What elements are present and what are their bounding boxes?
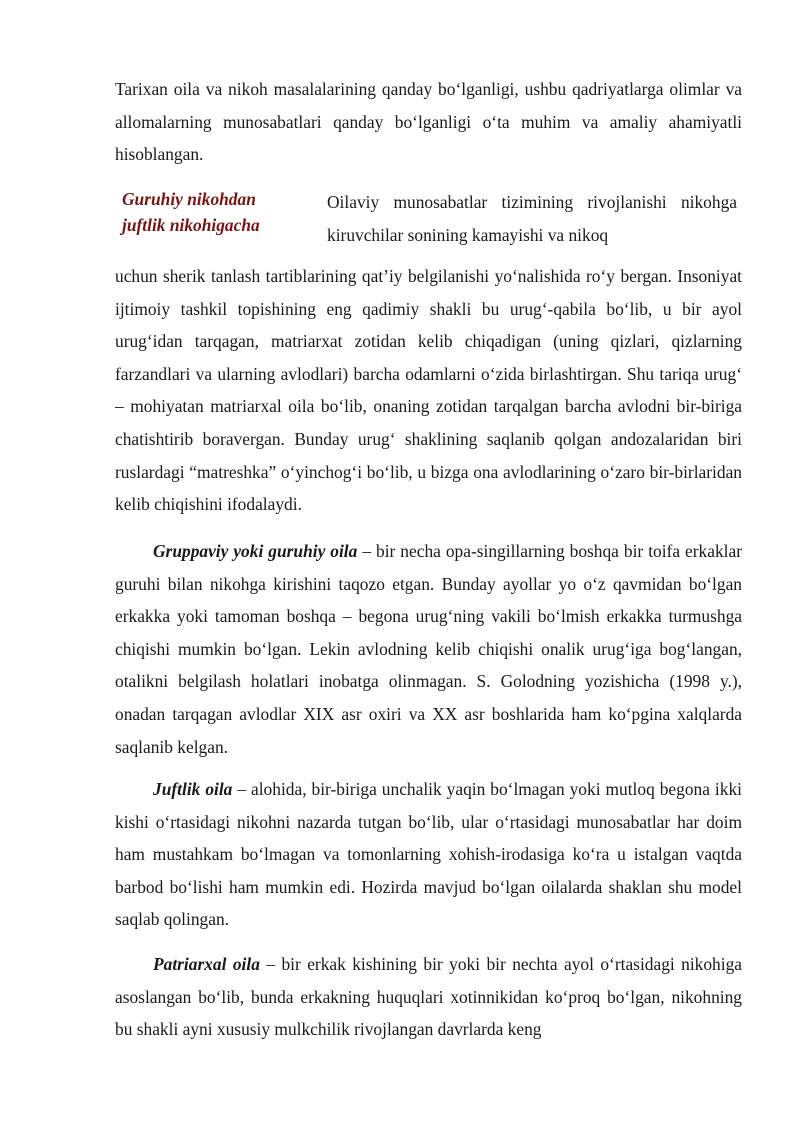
term-group-family: Gruppaviy yoki guruhiy oila xyxy=(153,541,358,561)
pair-family-paragraph xyxy=(115,773,742,936)
intro-paragraph: Tarixan oila va nikoh masalalarining qanday bo‘lganligi, ushbu qadriyatlarga olimlar va allomalarning munosabatlari qanday bo‘lganligi o‘ta muhim va amaliy ahamiyatli hisoblangan. xyxy=(115,79,742,165)
margin-heading-line2: juftlik nikohigacha xyxy=(122,215,260,235)
patriarchal-family-paragraph xyxy=(115,948,742,1046)
paragraph-beside-heading: Oilaviy munosabatlar tizimining rivojlanishi nikohga kiruvchilar sonining kamayishi va nikoq xyxy=(327,192,737,245)
clan-paragraph: uchun sherik tanlash tartiblarining qat’iy belgilanishi yo‘nalishida ro‘y bergan. Insoniyat ijtimoiy tashkil topishining eng qadimiy shakli bu urug‘-qabila bo‘lib, u bir ayol urug‘idan tarqagan, matriarxat zotidan kelib chiqadigan (uning qizlari, qizlarning farzandlari va ularning avlodlari) barcha odamlarni o‘zida birlashtirgan. Shu tariqa urug‘ – mohiyatan matriarxal oila bo‘lib, onaning zotidan tarqalgan barcha avlodni bir-biriga chatishtirib boravergan. Bunday urug‘ shaklining saqlanib qolgan andozalaridan biri ruslardagi “matreshka” o‘yinchog‘i bo‘lib, u bizga ona avlodlarining o‘zaro bir-birlaridan kelib chiqishini ifodalaydi. xyxy=(115,266,742,515)
margin-heading xyxy=(122,186,302,238)
group-family-paragraph xyxy=(115,535,742,763)
margin-heading-line1: Guruhiy nikohdan xyxy=(122,189,256,209)
patriarchal-family-text: – bir erkak kishining bir yoki bir nechta ayol o‘rtasidagi nikohiga asoslangan bo‘lib, bunda erkakning huquqlari xotinnikidan ko‘proq bo‘lgan, nikohning bu shakli ayni xususiy mulkchilik rivojlangan davrlarda keng xyxy=(115,954,742,1040)
term-patriarchal-family: Patriarxal oila xyxy=(153,954,260,974)
term-pair-family: Juftlik oila xyxy=(153,779,233,799)
pair-family-text: – alohida, bir-biriga unchalik yaqin bo‘lmagan yoki mutloq begona ikki kishi o‘rtasidagi nikohni nazarda tutgan bo‘lib, ular o‘rtasidagi munosabatlar har doim ham mustahkam bo‘lmagan va tomonlarning xohish-irodasiga ko‘ra u istalgan vaqtda barbod bo‘lishi ham mumkin edi. Hozirda mavjud bo‘lgan oilalarda shaklan shu model saqlab qolingan. xyxy=(115,779,742,930)
group-family-text: – bir necha opa-singillarning boshqa bir toifa erkaklar guruhi bilan nikohga kirishini taqozo etgan. Bunday ayollar yo o‘z qavmidan bo‘lgan erkakka yoki tamoman boshqa – begona urug‘ning vakili bo‘lmish erkakka turmushga chiqishi mumkin bo‘lgan. Lekin avlodning kelib chiqishi onalik urug‘iga bog‘langan, otalikni belgilash holatlari inobatga olinmagan. S. Golodning yozishicha (1998 y.), onadan tarqagan avlodlar XIX asr oxiri va XX asr boshlarida ham ko‘pgina xalqlarda saqlanib kelgan. xyxy=(115,541,743,757)
